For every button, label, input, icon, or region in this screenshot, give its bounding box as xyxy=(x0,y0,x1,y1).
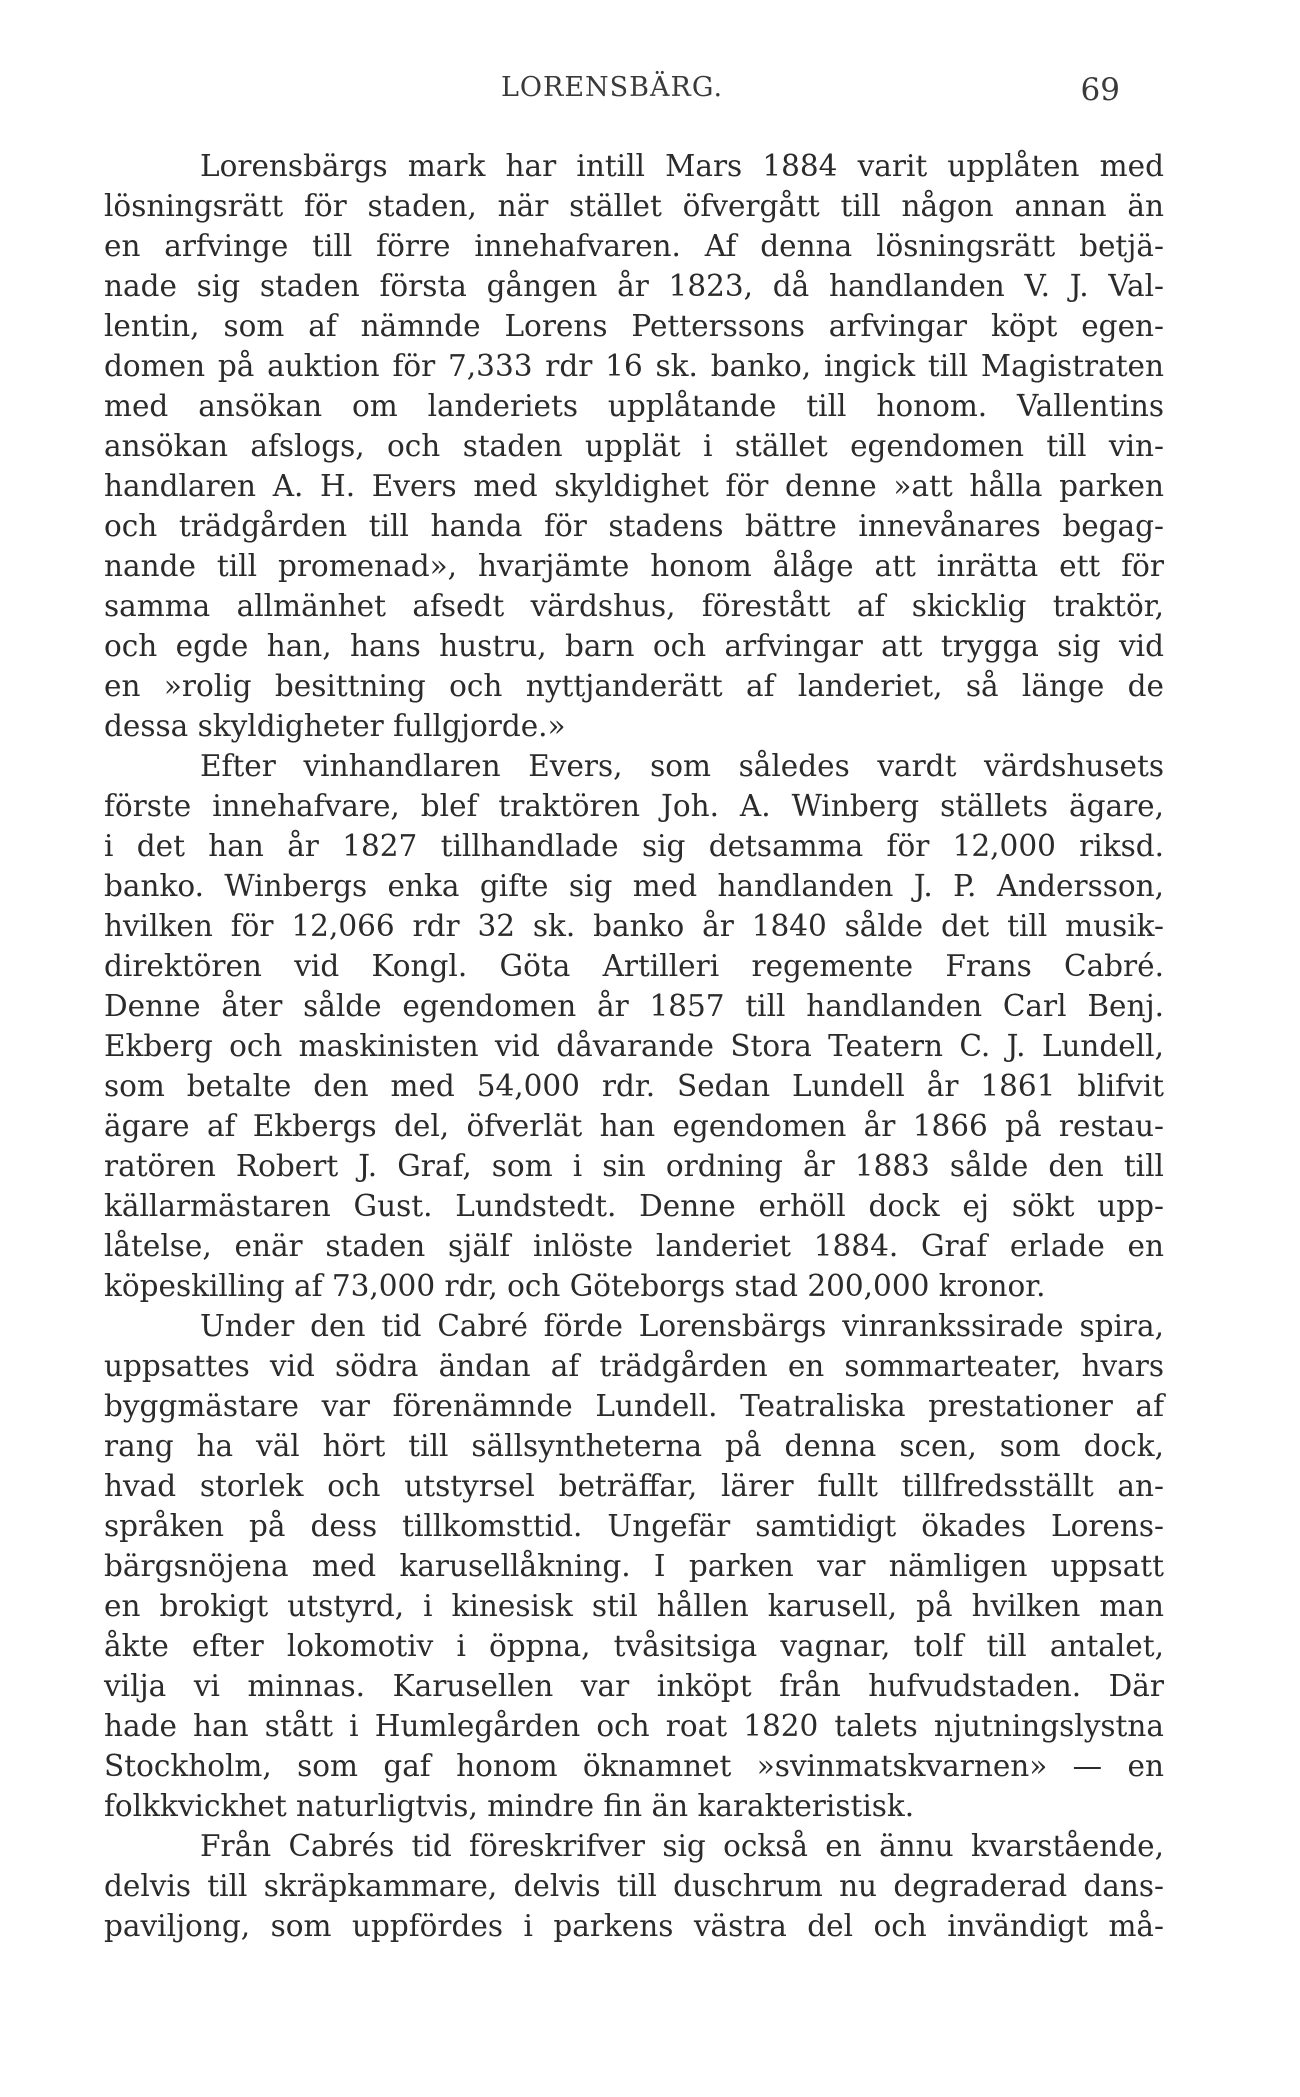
text-line: och egde han, hans hustru, barn och arfvingar att trygga sig vid xyxy=(104,629,1164,663)
text-line: uppsattes vid södra ändan af trädgården en sommarteater, hvars xyxy=(104,1349,1164,1383)
text-line: en arfvinge till förre innehafvaren. Af denna lösningsrätt betjä- xyxy=(104,229,1164,263)
text-line: ansökan afslogs, och staden upplät i stället egendomen till vin- xyxy=(104,429,1164,463)
text-line: bärgsnöjena med karusellåkning. I parken var nämligen uppsatt xyxy=(104,1549,1164,1583)
text-line: lentin, som af nämnde Lorens Petterssons arfvingar köpt egen- xyxy=(104,309,1164,343)
text-line: vilja vi minnas. Karusellen var inköpt från hufvudstaden. Där xyxy=(104,1669,1164,1703)
text-line: köpeskilling af 73,000 rdr, och Göteborgs stad 200,000 kronor. xyxy=(104,1269,1046,1303)
text-line: folkkvickhet naturligtvis, mindre fin än karakteristisk. xyxy=(104,1789,915,1823)
text-line: banko. Winbergs enka gifte sig med handlanden J. P. Andersson, xyxy=(104,869,1164,903)
text-line: ratören Robert J. Graf, som i sin ordning år 1883 sålde den till xyxy=(104,1149,1164,1183)
text-line: åkte efter lokomotiv i öppna, tvåsitsiga vagnar, tolf till antalet, xyxy=(104,1629,1164,1663)
body-text xyxy=(104,146,1164,1946)
text-line: källarmästaren Gust. Lundstedt. Denne erhöll dock ej sökt upp- xyxy=(104,1189,1164,1223)
text-line: paviljong, som uppfördes i parkens västra del och invändigt må- xyxy=(104,1909,1164,1943)
text-line: direktören vid Kongl. Göta Artilleri regemente Frans Cabré. xyxy=(104,949,1164,983)
text-line: samma allmänhet afsedt värdshus, förestått af skicklig traktör, xyxy=(104,589,1164,623)
text-line: Efter vinhandlaren Evers, som således vardt värdshusets xyxy=(200,749,1164,783)
text-line: nade sig staden första gången år 1823, då handlanden V. J. Val- xyxy=(104,269,1164,303)
text-line: språken på dess tillkomsttid. Ungefär samtidigt ökades Lorens- xyxy=(104,1509,1164,1543)
text-line: Från Cabrés tid föreskrifver sig också en ännu kvarstående, xyxy=(200,1829,1164,1863)
text-line: en »rolig besittning och nyttjanderätt af landeriet, så länge de xyxy=(104,669,1164,703)
text-line: Stockholm, som gaf honom öknamnet »svinmatskvarnen» — en xyxy=(104,1749,1164,1783)
text-line: i det han år 1827 tillhandlade sig detsamma för 12,000 riksd. xyxy=(104,829,1164,863)
text-line: rang ha väl hört till sällsyntheterna på denna scen, som dock, xyxy=(104,1429,1164,1463)
text-line: Denne åter sålde egendomen år 1857 till handlanden Carl Benj. xyxy=(104,989,1164,1023)
text-line: ägare af Ekbergs del, öfverlät han egendomen år 1866 på restau- xyxy=(104,1109,1164,1143)
text-line: förste innehafvare, blef traktören Joh. A. Winberg ställets ägare, xyxy=(104,789,1164,823)
text-line: byggmästare var förenämnde Lundell. Teatraliska prestationer af xyxy=(104,1389,1164,1423)
page-number: 69 xyxy=(1080,72,1120,108)
text-line: med ansökan om landeriets upplåtande till honom. Vallentins xyxy=(104,389,1164,423)
text-line: en brokigt utstyrd, i kinesisk stil hållen karusell, på hvilken man xyxy=(104,1589,1164,1623)
text-line: lösningsrätt för staden, när stället öfvergått till någon annan än xyxy=(104,189,1164,223)
text-line: dessa skyldigheter fullgjorde.» xyxy=(104,709,566,743)
text-line: Lorensbärgs mark har intill Mars 1884 varit upplåten med xyxy=(200,149,1164,183)
text-line: som betalte den med 54,000 rdr. Sedan Lundell år 1861 blifvit xyxy=(104,1069,1164,1103)
running-title: LORENSBÄRG. xyxy=(500,72,724,103)
text-line: hvad storlek och utstyrsel beträffar, lärer fullt tillfredsställt an- xyxy=(104,1469,1164,1503)
text-line: hade han stått i Humlegården och roat 1820 talets njutningslystna xyxy=(104,1709,1164,1743)
text-line: Ekberg och maskinisten vid dåvarande Stora Teatern C. J. Lundell, xyxy=(104,1029,1164,1063)
text-line: hvilken för 12,066 rdr 32 sk. banko år 1840 sålde det till musik- xyxy=(104,909,1164,943)
text-line: delvis till skräpkammare, delvis till duschrum nu degraderad dans- xyxy=(104,1869,1164,1903)
text-line: handlaren A. H. Evers med skyldighet för denne »att hålla parken xyxy=(104,469,1164,503)
running-head xyxy=(104,72,1120,116)
text-line: Under den tid Cabré förde Lorensbärgs vinrankssirade spira, xyxy=(200,1309,1164,1343)
text-line: och trädgården till handa för stadens bättre innevånares begag- xyxy=(104,509,1164,543)
text-line: låtelse, enär staden själf inlöste landeriet 1884. Graf erlade en xyxy=(104,1229,1164,1263)
text-line: domen på auktion för 7,333 rdr 16 sk. banko, ingick till Magistraten xyxy=(104,349,1164,383)
text-line: nande till promenad», hvarjämte honom ålåge att inrätta ett för xyxy=(104,549,1164,583)
